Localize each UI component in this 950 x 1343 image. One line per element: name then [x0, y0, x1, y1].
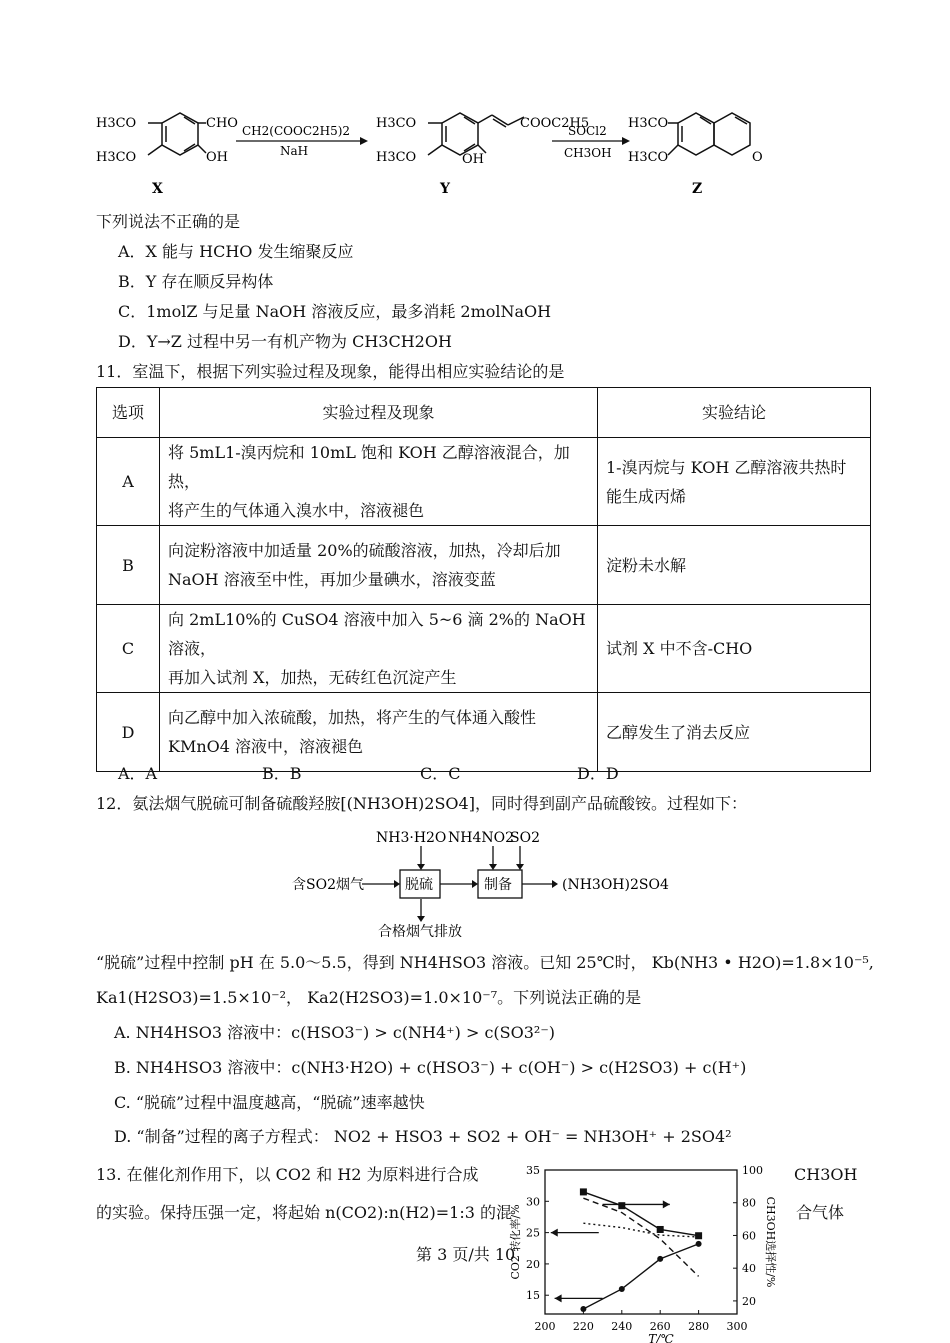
reaction-scheme	[90, 105, 790, 200]
flow-input-nh4no2: NH4NO2	[448, 830, 515, 846]
flow-feed: 含SO2烟气	[292, 877, 364, 893]
row-procedure	[160, 605, 598, 693]
x-tick-label: 280	[688, 1320, 710, 1333]
y-right-tick-label: 80	[742, 1196, 756, 1210]
y-left-tick-label: 30	[526, 1195, 540, 1209]
x-tick-label: 260	[649, 1320, 671, 1333]
reagent2-top: SOCl2	[568, 124, 607, 138]
row-conclusion	[598, 438, 871, 526]
x-group-1: H3CO	[96, 116, 137, 131]
conclusion-line: 淀粉未水解	[606, 555, 687, 575]
header-conclusion: 实验结论	[598, 388, 871, 438]
q13-line-1: 13. 在催化剂作用下，以 CO2 和 H2 为原料进行合成	[96, 1165, 479, 1184]
x-group-4: OH	[206, 150, 228, 165]
q11-answer-c: C．C	[420, 764, 461, 783]
flow-box2-label: 制备	[484, 877, 512, 893]
q13-chart	[505, 1160, 795, 1343]
x-tick-label: 220	[572, 1320, 594, 1333]
row-procedure	[160, 693, 598, 772]
y-left-tick-label: 15	[526, 1289, 540, 1303]
row-procedure	[160, 438, 598, 526]
y-group-4: OH	[462, 152, 484, 167]
conclusion-line: 能生成丙烯	[606, 486, 687, 506]
molecule-y	[428, 113, 524, 155]
y-right-tick-label: 20	[742, 1294, 756, 1308]
q11-answer-a: A．A	[118, 764, 158, 783]
z-group-1: H3CO	[628, 116, 669, 131]
y-left-tick-label: 20	[526, 1257, 540, 1271]
q10-option-b: B．Y 存在顺反异构体	[118, 272, 274, 291]
row-option: C	[97, 605, 160, 693]
molecule-z	[668, 113, 750, 155]
y-group-3: COOC2H5	[520, 116, 590, 131]
molecule-x	[148, 113, 206, 155]
y-group-1: H3CO	[376, 116, 417, 131]
y-left-tick-label: 25	[526, 1226, 540, 1240]
row-option: B	[97, 526, 160, 605]
q13-line-1-right: CH3OH	[794, 1165, 858, 1184]
flow-exhaust: 合格烟气排放	[378, 924, 462, 940]
procedure-line: NaOH 溶液至中性，再加少量碘水，溶液变蓝	[168, 570, 496, 589]
conclusion-line: 1-溴丙烷与 KOH 乙醇溶液共热时	[606, 457, 847, 477]
procedure-line: 将 5mL1-溴丙烷和 10mL 饱和 KOH 乙醇溶液混合，加热，	[168, 443, 570, 491]
header-option: 选项	[97, 388, 160, 438]
q13-line-2-right: 合气体	[796, 1203, 845, 1222]
q10-stem: 下列说法不正确的是	[96, 212, 241, 231]
series-line-2	[583, 1244, 698, 1309]
q10-option-c: C．1molZ 与足量 NaOH 溶液反应，最多消耗 2molNaOH	[118, 302, 552, 321]
series-point	[657, 1256, 663, 1262]
q12-info-1: “脱硫”过程中控制 pH 在 5.0～5.5，得到 NH4HSO3 溶液。已知 25℃时， Kb(NH3 • H2O)=1.8×10⁻⁵,	[96, 953, 874, 972]
table-header-row	[97, 388, 871, 438]
x-tick-label: 240	[611, 1320, 633, 1333]
q12-stem: 12．氨法烟气脱硫可制备硫酸羟胺[(NH3OH)2SO4]，同时得到副产品硫酸铵。过程如下：	[96, 794, 747, 813]
reagent1-bottom: NaH	[280, 144, 309, 158]
q12-option-a: A. NH4HSO3 溶液中：c(HSO3⁻) > c(NH4⁺) > c(SO3²⁻)	[114, 1023, 556, 1042]
x-tick-label: 200	[534, 1320, 556, 1333]
series-point	[657, 1226, 664, 1233]
label-y: Y	[440, 181, 450, 197]
plot-frame	[545, 1170, 737, 1314]
page-footer: 第 3 页/共 10	[416, 1245, 516, 1264]
q10-option-a: A．X 能与 HCHO 发生缩聚反应	[118, 242, 354, 261]
y-right-tick-label: 60	[742, 1229, 756, 1243]
y-left-tick-label: 35	[526, 1164, 540, 1177]
series-point	[618, 1202, 625, 1209]
header-procedure: 实验过程及现象	[160, 388, 598, 438]
table-row	[97, 693, 871, 772]
series-point	[695, 1232, 702, 1239]
q11-answer-b: B．B	[262, 764, 302, 783]
label-x: X	[152, 181, 163, 197]
q13-line-2: 的实验。保持压强一定，将起始 n(CO2):n(H2)=1:3 的混	[96, 1203, 512, 1222]
reagent2-bottom: CH3OH	[564, 146, 612, 160]
y-right-tick-label: 40	[742, 1262, 756, 1276]
row-option: A	[97, 438, 160, 526]
procedure-line: 向乙醇中加入浓硫酸，加热，将产生的气体通入酸性	[168, 708, 537, 727]
flow-product: (NH3OH)2SO4	[562, 877, 669, 893]
q12-option-c: C. “脱硫”过程中温度越高，“脱硫”速率越快	[114, 1093, 425, 1112]
z-group-2: H3CO	[628, 150, 669, 165]
procedure-line: 向淀粉溶液中加适量 20%的硫酸溶液，加热，冷却后加	[168, 541, 561, 560]
table-row	[97, 526, 871, 605]
row-conclusion	[598, 693, 871, 772]
table-row	[97, 605, 871, 693]
row-procedure	[160, 526, 598, 605]
axis-indicator-arrowhead	[663, 1200, 670, 1208]
y-left-axis-label: CO2 转化率/%	[509, 1204, 522, 1280]
axis-indicator-arrowhead	[555, 1294, 562, 1302]
q12-info-2: Ka1(H2SO3)=1.5×10⁻²， Ka2(H2SO3)=1.0×10⁻⁷。下列说法正确的是	[96, 988, 642, 1007]
conclusion-line: 乙醇发生了消去反应	[606, 722, 751, 742]
table-row	[97, 438, 871, 526]
series-point	[696, 1241, 702, 1247]
q11-table	[96, 387, 871, 772]
x-group-3: CHO	[206, 116, 238, 131]
procedure-line: KMnO4 溶液中，溶液褪色	[168, 737, 364, 756]
q11-stem: 11．室温下，根据下列实验过程及现象，能得出相应实验结论的是	[96, 362, 565, 381]
y-right-tick-label: 100	[742, 1164, 763, 1177]
z-group-3: O	[752, 150, 763, 165]
flow-box1-label: 脱硫	[405, 877, 433, 893]
row-conclusion	[598, 605, 871, 693]
conclusion-line: 试剂 X 中不含-CHO	[606, 639, 753, 658]
flow-input-nh3h2o: NH3·H2O	[376, 830, 447, 846]
series-point	[580, 1188, 587, 1195]
x-tick-label: 300	[726, 1320, 748, 1333]
q11-answer-d: D．D	[577, 764, 619, 783]
q12-option-d: D. “制备”过程的离子方程式： NO2 + HSO3 + SO2 + OH⁻ = NH3OH⁺ + 2SO4²	[114, 1127, 732, 1146]
q12-option-b: B. NH4HSO3 溶液中：c(NH3·H2O) + c(HSO3⁻) + c(OH⁻) > c(H2SO3) + c(H⁺)	[114, 1058, 747, 1077]
series-line-1	[583, 1192, 698, 1236]
x-axis-label: T/℃	[648, 1332, 674, 1343]
series-line-3	[583, 1198, 698, 1276]
y-group-2: H3CO	[376, 150, 417, 165]
label-z: Z	[692, 181, 703, 197]
procedure-line: 将产生的气体通入溴水中，溶液褪色	[168, 501, 425, 520]
reagent1-top: CH2(COOC2H5)2	[242, 124, 351, 138]
procedure-line: 向 2mL10%的 CuSO4 溶液中加入 5~6 滴 2%的 NaOH 溶液，	[168, 610, 586, 658]
series-point	[580, 1306, 586, 1312]
axis-indicator-arrowhead	[551, 1229, 558, 1237]
flow-input-so2: SO2	[510, 830, 540, 846]
q10-option-d: D．Y→Z 过程中另一有机产物为 CH3CH2OH	[118, 332, 452, 351]
row-conclusion	[598, 526, 871, 605]
procedure-line: 再加入试剂 X，加热，无砖红色沉淀产生	[168, 668, 457, 687]
row-option: D	[97, 693, 160, 772]
x-group-2: H3CO	[96, 150, 137, 165]
y-right-axis-label: CH3OH选择性/%	[764, 1196, 777, 1288]
q12-flow-diagram	[290, 824, 670, 940]
series-point	[619, 1286, 625, 1292]
